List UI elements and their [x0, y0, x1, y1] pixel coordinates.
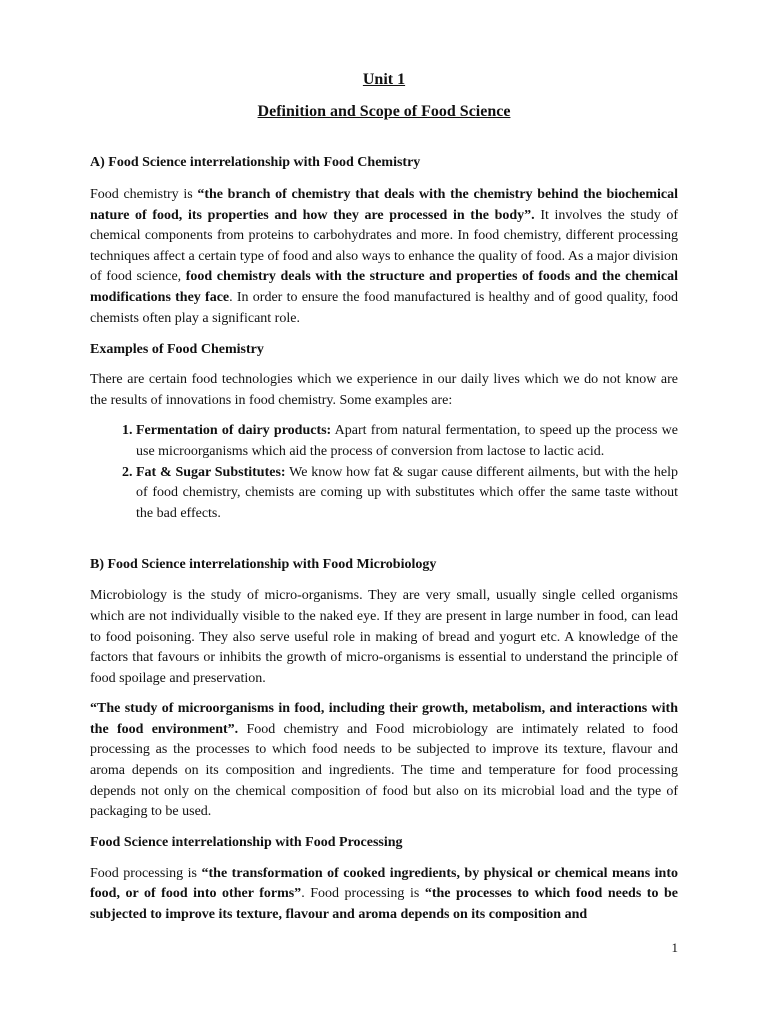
microbiology-definition-paragraph — [90, 699, 678, 823]
examples-heading: Examples of Food Chemistry — [90, 342, 264, 358]
page-number: 1 — [671, 940, 678, 955]
document-page — [90, 60, 678, 926]
section-c-heading: Food Science interrelationship with Food Processing — [90, 834, 403, 850]
section-a-heading: A) Food Science interrelationship with Food Chemistry — [90, 155, 421, 170]
bold-statement: food chemistry deals with the structure and properties of foods and the chemical modifications they face — [90, 269, 678, 305]
text-run: Food chemistry is — [90, 187, 198, 202]
list-item — [136, 421, 678, 462]
list-item-text: We know how fat & sugar cause different ailments, but with the help of food chemistry, chemists are coming up with substitutes which offer the same taste without the bad effects. — [136, 464, 678, 521]
text-run: Food chemistry and Food microbiology are intimately related to food processing as the processes to which food needs to be subjected to improve its texture, flavour and aroma depends on its composition and ingredients. The time and temperature for food processing depends not only on the chemical composition of food but also on its microbial load and the type of packaging to be used. — [90, 721, 678, 820]
bold-definition: “the processes to which food needs to be subjected to improve its texture, flavour and aroma depends on its composition and — [90, 886, 679, 923]
page-title: Definition and Scope of Food Science — [257, 103, 511, 120]
bold-definition: “the branch of chemistry that deals with the chemistry behind the biochemical nature of food, its properties and how they are processed in the body”. — [90, 187, 678, 223]
list-item — [136, 463, 678, 525]
examples-list — [90, 421, 678, 524]
list-item-text: Apart from natural fermentation, to speed up the process we use microorganisms which aid the process of conversion from lactose to lactic acid. — [136, 423, 679, 459]
section-b-heading: B) Food Science interrelationship with Food Microbiology — [90, 557, 437, 573]
text-run: . In order to ensure the food manufactured is healthy and of good quality, food chemists often play a significant role. — [90, 289, 678, 326]
food-processing-paragraph — [90, 864, 678, 926]
list-item-label: Fermentation of dairy products: — [136, 423, 332, 439]
text-run: . Food processing is — [301, 886, 425, 902]
bold-definition: “the transformation of cooked ingredients, by physical or chemical means into food, or of food into other forms” — [90, 865, 679, 902]
examples-intro: There are certain food technologies which we experience in our daily lives which we do not know are the results of innovations in food chemistry. Some examples are: — [90, 372, 678, 408]
text-run: It involves the study of chemical components from proteins to carbohydrates and more. In food chemistry, different processing techniques affect a certain type of food and also ways to enhance the quality of food. As a major division of food science, — [90, 207, 678, 285]
list-item-label: Fat & Sugar Substitutes: — [136, 464, 286, 480]
food-chemistry-paragraph — [90, 185, 678, 329]
unit-heading: Unit 1 — [362, 71, 406, 88]
microbiology-paragraph: Microbiology is the study of micro-organisms. They are very small, usually single celled organisms which are not individually visible to the naked eye. If they are present in large number in food, can lead to food poisoning. They also serve useful role in making of bread and yogurt etc. A knowledge of the factors that favours or inhibits the growth of micro-organisms is essential to understand the principle of food spoilage and preservation. — [90, 588, 678, 686]
text-run: Food processing is — [90, 865, 202, 881]
bold-definition: “The study of microorganisms in food, including their growth, metabolism, and interactions with the food environment”. — [90, 701, 678, 737]
